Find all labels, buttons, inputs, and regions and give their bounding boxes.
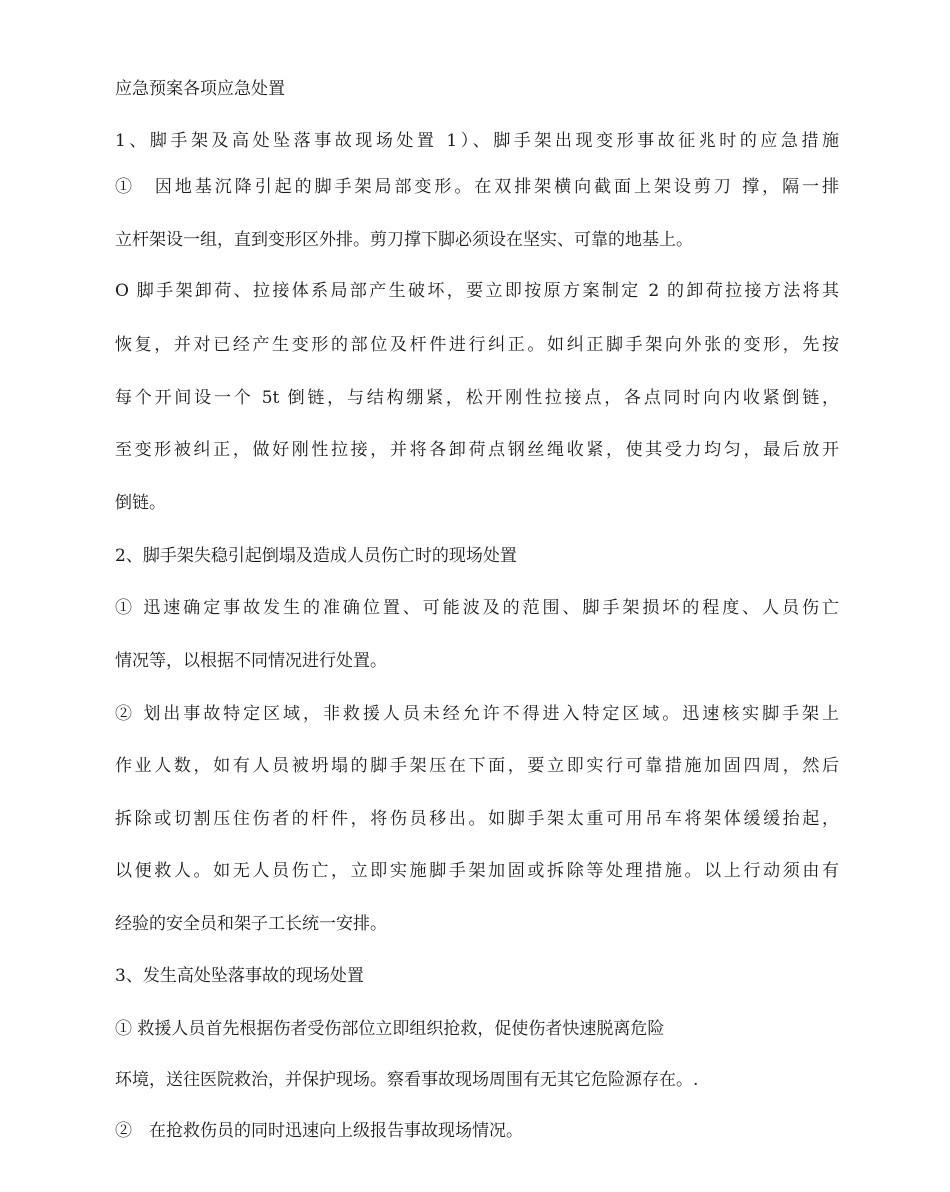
paragraph-line: ② 划出事故特定区域，非救援人员未经允许不得进入特定区域。迅速核实脚手架上	[115, 704, 839, 724]
paragraph-line: ② 在抢救伤员的同时迅速向上级报告事故现场情况。	[115, 1121, 523, 1141]
paragraph-line: 情况等，以根据不同情况进行处置。	[115, 651, 387, 671]
paragraph-line: 恢复，并对已经产生变形的部位及杆件进行纠正。如纠正脚手架向外张的变形，先按	[115, 335, 839, 355]
paragraph-line: 倒链。	[115, 493, 166, 513]
paragraph-line: 环境，送往医院救治，并保护现场。察看事故现场周围有无其它危险源存在。.	[115, 1070, 699, 1090]
heading-section-1: 1、脚手架及高处坠落事故现场处置 1）、脚手架出现变形事故征兆时的应急措施	[115, 131, 839, 151]
paragraph-line: 以便救人。如无人员伤亡，立即实施脚手架加固或拆除等处理措施。以上行动须由有	[115, 861, 839, 881]
paragraph-line: 经验的安全员和架子工长统一安排。	[115, 914, 387, 934]
heading-section-3: 3、发生高处坠落事故的现场处置	[115, 966, 364, 986]
paragraph-line: 至变形被纠正，做好刚性拉接，并将各卸荷点钢丝绳收紧，使其受力均匀，最后放开	[115, 440, 839, 460]
paragraph-line: 作业人数，如有人员被坍塌的脚手架压在下面，要立即实行可靠措施加固四周，然后	[115, 756, 839, 776]
document-title: 应急预案各项应急处置	[115, 79, 285, 99]
heading-section-2: 2、脚手架失稳引起倒塌及造成人员伤亡时的现场处置	[115, 546, 517, 566]
paragraph-line: ① 迅速确定事故发生的准确位置、可能波及的范围、脚手架损坏的程度、人员伤亡	[115, 598, 839, 618]
paragraph-line: ① 因地基沉降引起的脚手架局部变形。在双排架横向截面上架设剪刀 撑，隔一排	[115, 177, 839, 197]
paragraph-line: 每个开间设一个 5t 倒链，与结构绷紧，松开刚性拉接点，各点同时向内收紧倒链，	[115, 388, 839, 408]
paragraph-line: 拆除或切割压住伤者的杆件，将伤员移出。如脚手架太重可用吊车将架体缓缓抬起，	[115, 809, 839, 829]
paragraph-line: ① 救援人员首先根据伤者受伤部位立即组织抢救，促使伤者快速脱离危险	[115, 1019, 665, 1039]
paragraph-line: O 脚手架卸荷、拉接体系局部产生破坏，要立即按原方案制定 2 的卸荷拉接方法将其	[115, 281, 839, 301]
paragraph-line: 立杆架设一组，直到变形区外排。剪刀撑下脚必须设在坚实、可靠的地基上。	[115, 230, 693, 250]
